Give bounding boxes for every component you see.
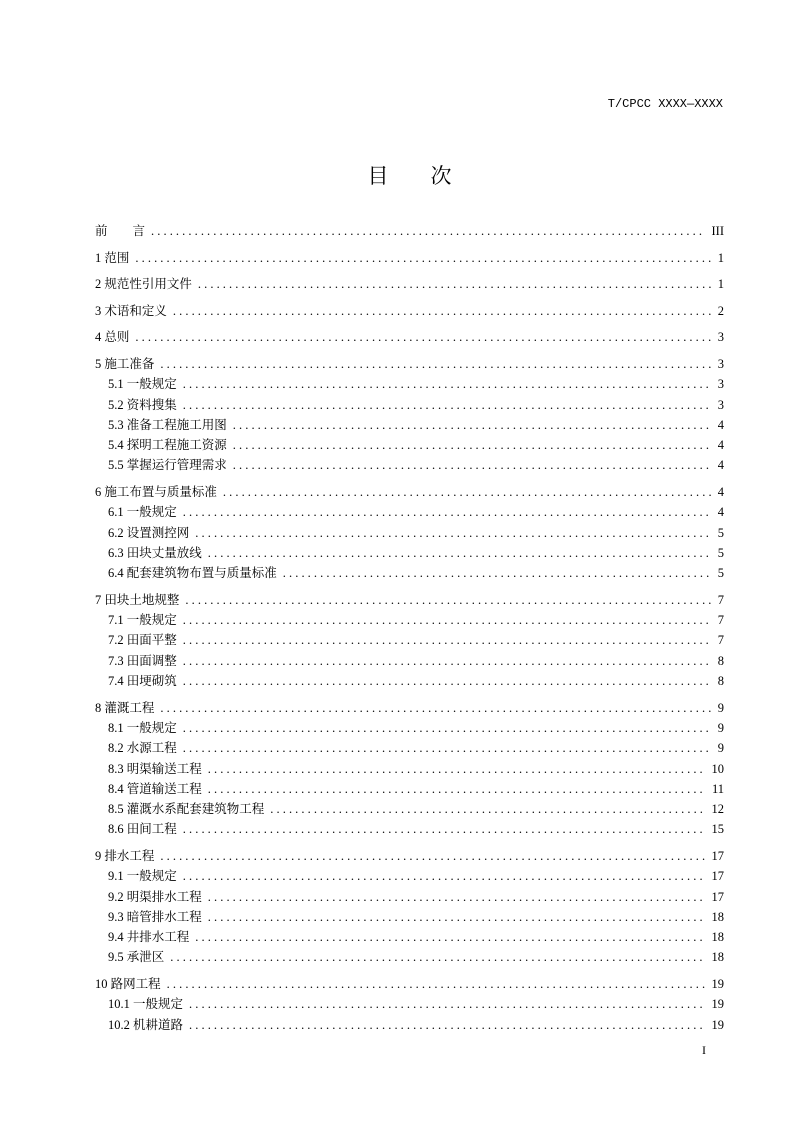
toc-entry-label: 7.1 一般规定 (108, 613, 177, 628)
toc-entry (95, 482, 724, 502)
toc-entry-label: 9.4 井排水工程 (108, 930, 190, 945)
toc-entry-page: 5 (717, 545, 724, 560)
dot-leader (183, 610, 711, 630)
toc-entry-label: 3 术语和定义 (95, 303, 167, 318)
dot-leader (198, 274, 711, 294)
toc-entry-page: 3 (717, 356, 724, 371)
toc-entry-label: 1 范围 (95, 250, 130, 265)
toc-entry-label: 10 路网工程 (95, 977, 161, 992)
toc-subentry (95, 630, 724, 650)
dot-leader (208, 779, 705, 799)
dot-leader (270, 799, 704, 819)
dot-leader (283, 563, 711, 583)
page-title: 目 次 (367, 164, 452, 188)
toc-entry-page: 1 (717, 250, 724, 265)
dot-leader (183, 738, 711, 758)
toc-entry-label: 8.5 灌溉水系配套建筑物工程 (108, 802, 265, 817)
toc-entry-page: 17 (711, 889, 724, 904)
toc-entry-page: III (711, 224, 724, 238)
toc-entry (95, 846, 724, 866)
toc-entry-page: 1 (717, 277, 724, 292)
page-number: I (702, 1043, 706, 1057)
toc-entry-page: 7 (717, 613, 724, 628)
dot-leader (183, 866, 705, 886)
toc-entry-label: 8.3 明渠输送工程 (108, 761, 202, 776)
toc-subentry (95, 799, 724, 819)
toc-subentry (95, 759, 724, 779)
dot-leader (170, 947, 704, 967)
toc-subentry (95, 523, 724, 543)
dot-leader (167, 974, 705, 994)
toc-entry-page: 3 (717, 377, 724, 392)
dot-leader (135, 327, 710, 347)
toc-entry-page: 7 (717, 633, 724, 648)
toc-entry-page: 12 (711, 802, 724, 817)
toc-entry-label: 6.3 田块丈量放线 (108, 545, 202, 560)
toc-entry (95, 327, 724, 347)
toc-entry (95, 354, 724, 374)
toc-subentry (95, 718, 724, 738)
toc-subentry (95, 779, 724, 799)
toc-subentry (95, 671, 724, 691)
toc-entry-label: 6.2 设置测控网 (108, 525, 190, 540)
dot-leader (233, 415, 711, 435)
toc-entry-label: 5.1 一般规定 (108, 377, 177, 392)
toc-subentry (95, 455, 724, 475)
toc-subentry (95, 947, 724, 967)
dot-leader (208, 907, 705, 927)
toc-entry-page: 10 (711, 761, 724, 776)
toc-entry-label: 7.4 田埂砌筑 (108, 674, 177, 689)
toc-entry (95, 974, 724, 994)
dot-leader (189, 1015, 704, 1035)
toc-entry-page: 3 (717, 330, 724, 345)
toc-entry-page: 19 (711, 1017, 724, 1032)
toc-entry-label: 8.1 一般规定 (108, 720, 177, 735)
toc-entry-label: 7 田块土地规整 (95, 592, 180, 607)
dot-leader (183, 819, 705, 839)
toc-subentry (95, 994, 724, 1014)
dot-leader (135, 248, 710, 268)
dot-leader (233, 455, 711, 475)
toc-entry-page: 4 (717, 505, 724, 520)
dot-leader (183, 395, 711, 415)
toc-subentry (95, 907, 724, 927)
dot-leader (208, 759, 705, 779)
toc-entry-label: 5.3 准备工程施工用图 (108, 417, 227, 432)
toc-entry-label: 9.5 承泄区 (108, 950, 165, 965)
toc-entry-label: 8.2 水源工程 (108, 741, 177, 756)
toc-subentry (95, 866, 724, 886)
toc-entry-page: 9 (717, 700, 724, 715)
table-of-contents (95, 221, 724, 1035)
dot-leader (208, 543, 711, 563)
dot-leader (233, 435, 711, 455)
toc-entry-label: 6.4 配套建筑物布置与质量标准 (108, 566, 277, 581)
dot-leader (160, 698, 710, 718)
toc-entry-page: 5 (717, 525, 724, 540)
toc-entry-page: 11 (711, 781, 724, 796)
dot-leader (195, 927, 704, 947)
toc-subentry (95, 738, 724, 758)
toc-entry-page: 9 (717, 720, 724, 735)
toc-subentry (95, 563, 724, 583)
toc-entry (95, 698, 724, 718)
dot-leader (151, 221, 704, 241)
toc-entry (95, 590, 724, 610)
toc-entry-page: 9 (717, 741, 724, 756)
toc-subentry (95, 374, 724, 394)
toc-entry-label: 10.2 机耕道路 (108, 1017, 184, 1032)
dot-leader (173, 301, 711, 321)
dot-leader (223, 482, 711, 502)
toc-entry-label: 6 施工布置与质量标准 (95, 485, 217, 500)
toc-entry-page: 18 (711, 950, 724, 965)
toc-entry-page: 19 (711, 977, 724, 992)
toc-entry-label: 9.3 暗管排水工程 (108, 909, 202, 924)
dot-leader (183, 374, 711, 394)
toc-subentry (95, 1015, 724, 1035)
toc-entry-label: 5.5 掌握运行管理需求 (108, 458, 227, 473)
toc-entry-page: 19 (711, 997, 724, 1012)
dot-leader (189, 994, 704, 1014)
toc-subentry (95, 502, 724, 522)
toc-entry-page: 3 (717, 397, 724, 412)
toc-entry-page: 5 (717, 566, 724, 581)
dot-leader (183, 630, 711, 650)
toc-entry-label: 5.4 探明工程施工资源 (108, 438, 227, 453)
toc-entry-page: 4 (717, 417, 724, 432)
toc-subentry (95, 435, 724, 455)
toc-entry (95, 301, 724, 321)
toc-subentry (95, 819, 724, 839)
toc-subentry (95, 543, 724, 563)
toc-entry-page: 4 (717, 485, 724, 500)
toc-subentry (95, 610, 724, 630)
toc-entry (95, 274, 724, 294)
dot-leader (160, 846, 704, 866)
toc-entry-label: 9.2 明渠排水工程 (108, 889, 202, 904)
toc-subentry (95, 887, 724, 907)
toc-entry-page: 4 (717, 458, 724, 473)
toc-entry-page: 4 (717, 438, 724, 453)
dot-leader (183, 718, 711, 738)
toc-entry-label: 8.4 管道输送工程 (108, 781, 202, 796)
toc-entry-label: 8.6 田间工程 (108, 822, 177, 837)
dot-leader (160, 354, 710, 374)
toc-subentry (95, 395, 724, 415)
dot-leader (183, 671, 711, 691)
toc-entry-page: 17 (711, 848, 724, 863)
toc-entry (95, 248, 724, 268)
toc-entry-label: 4 总则 (95, 330, 130, 345)
dot-leader (208, 887, 705, 907)
toc-subentry (95, 651, 724, 671)
toc-entry-label: 9 排水工程 (95, 848, 155, 863)
toc-entry-label: 5 施工准备 (95, 356, 155, 371)
toc-entry-label: 7.2 田面平整 (108, 633, 177, 648)
toc-entry-label: 前 言 (95, 224, 146, 238)
toc-entry-page: 17 (711, 869, 724, 884)
dot-leader (195, 523, 710, 543)
toc-entry-page: 7 (717, 592, 724, 607)
toc-entry-page: 8 (717, 674, 724, 689)
dot-leader (183, 651, 711, 671)
toc-entry-label: 7.3 田面调整 (108, 653, 177, 668)
toc-entry-label: 8 灌溉工程 (95, 700, 155, 715)
document-code: T/CPCC XXXX—XXXX (607, 97, 723, 111)
toc-entry (95, 221, 724, 241)
dot-leader (185, 590, 710, 610)
toc-entry-label: 10.1 一般规定 (108, 997, 184, 1012)
toc-subentry (95, 927, 724, 947)
toc-entry-page: 15 (711, 822, 724, 837)
toc-entry-label: 5.2 资料搜集 (108, 397, 177, 412)
toc-entry-page: 2 (717, 303, 724, 318)
toc-entry-label: 6.1 一般规定 (108, 505, 177, 520)
dot-leader (183, 502, 711, 522)
toc-entry-page: 18 (711, 909, 724, 924)
toc-entry-page: 18 (711, 930, 724, 945)
toc-entry-page: 8 (717, 653, 724, 668)
toc-subentry (95, 415, 724, 435)
toc-entry-label: 2 规范性引用文件 (95, 277, 192, 292)
toc-entry-label: 9.1 一般规定 (108, 869, 177, 884)
